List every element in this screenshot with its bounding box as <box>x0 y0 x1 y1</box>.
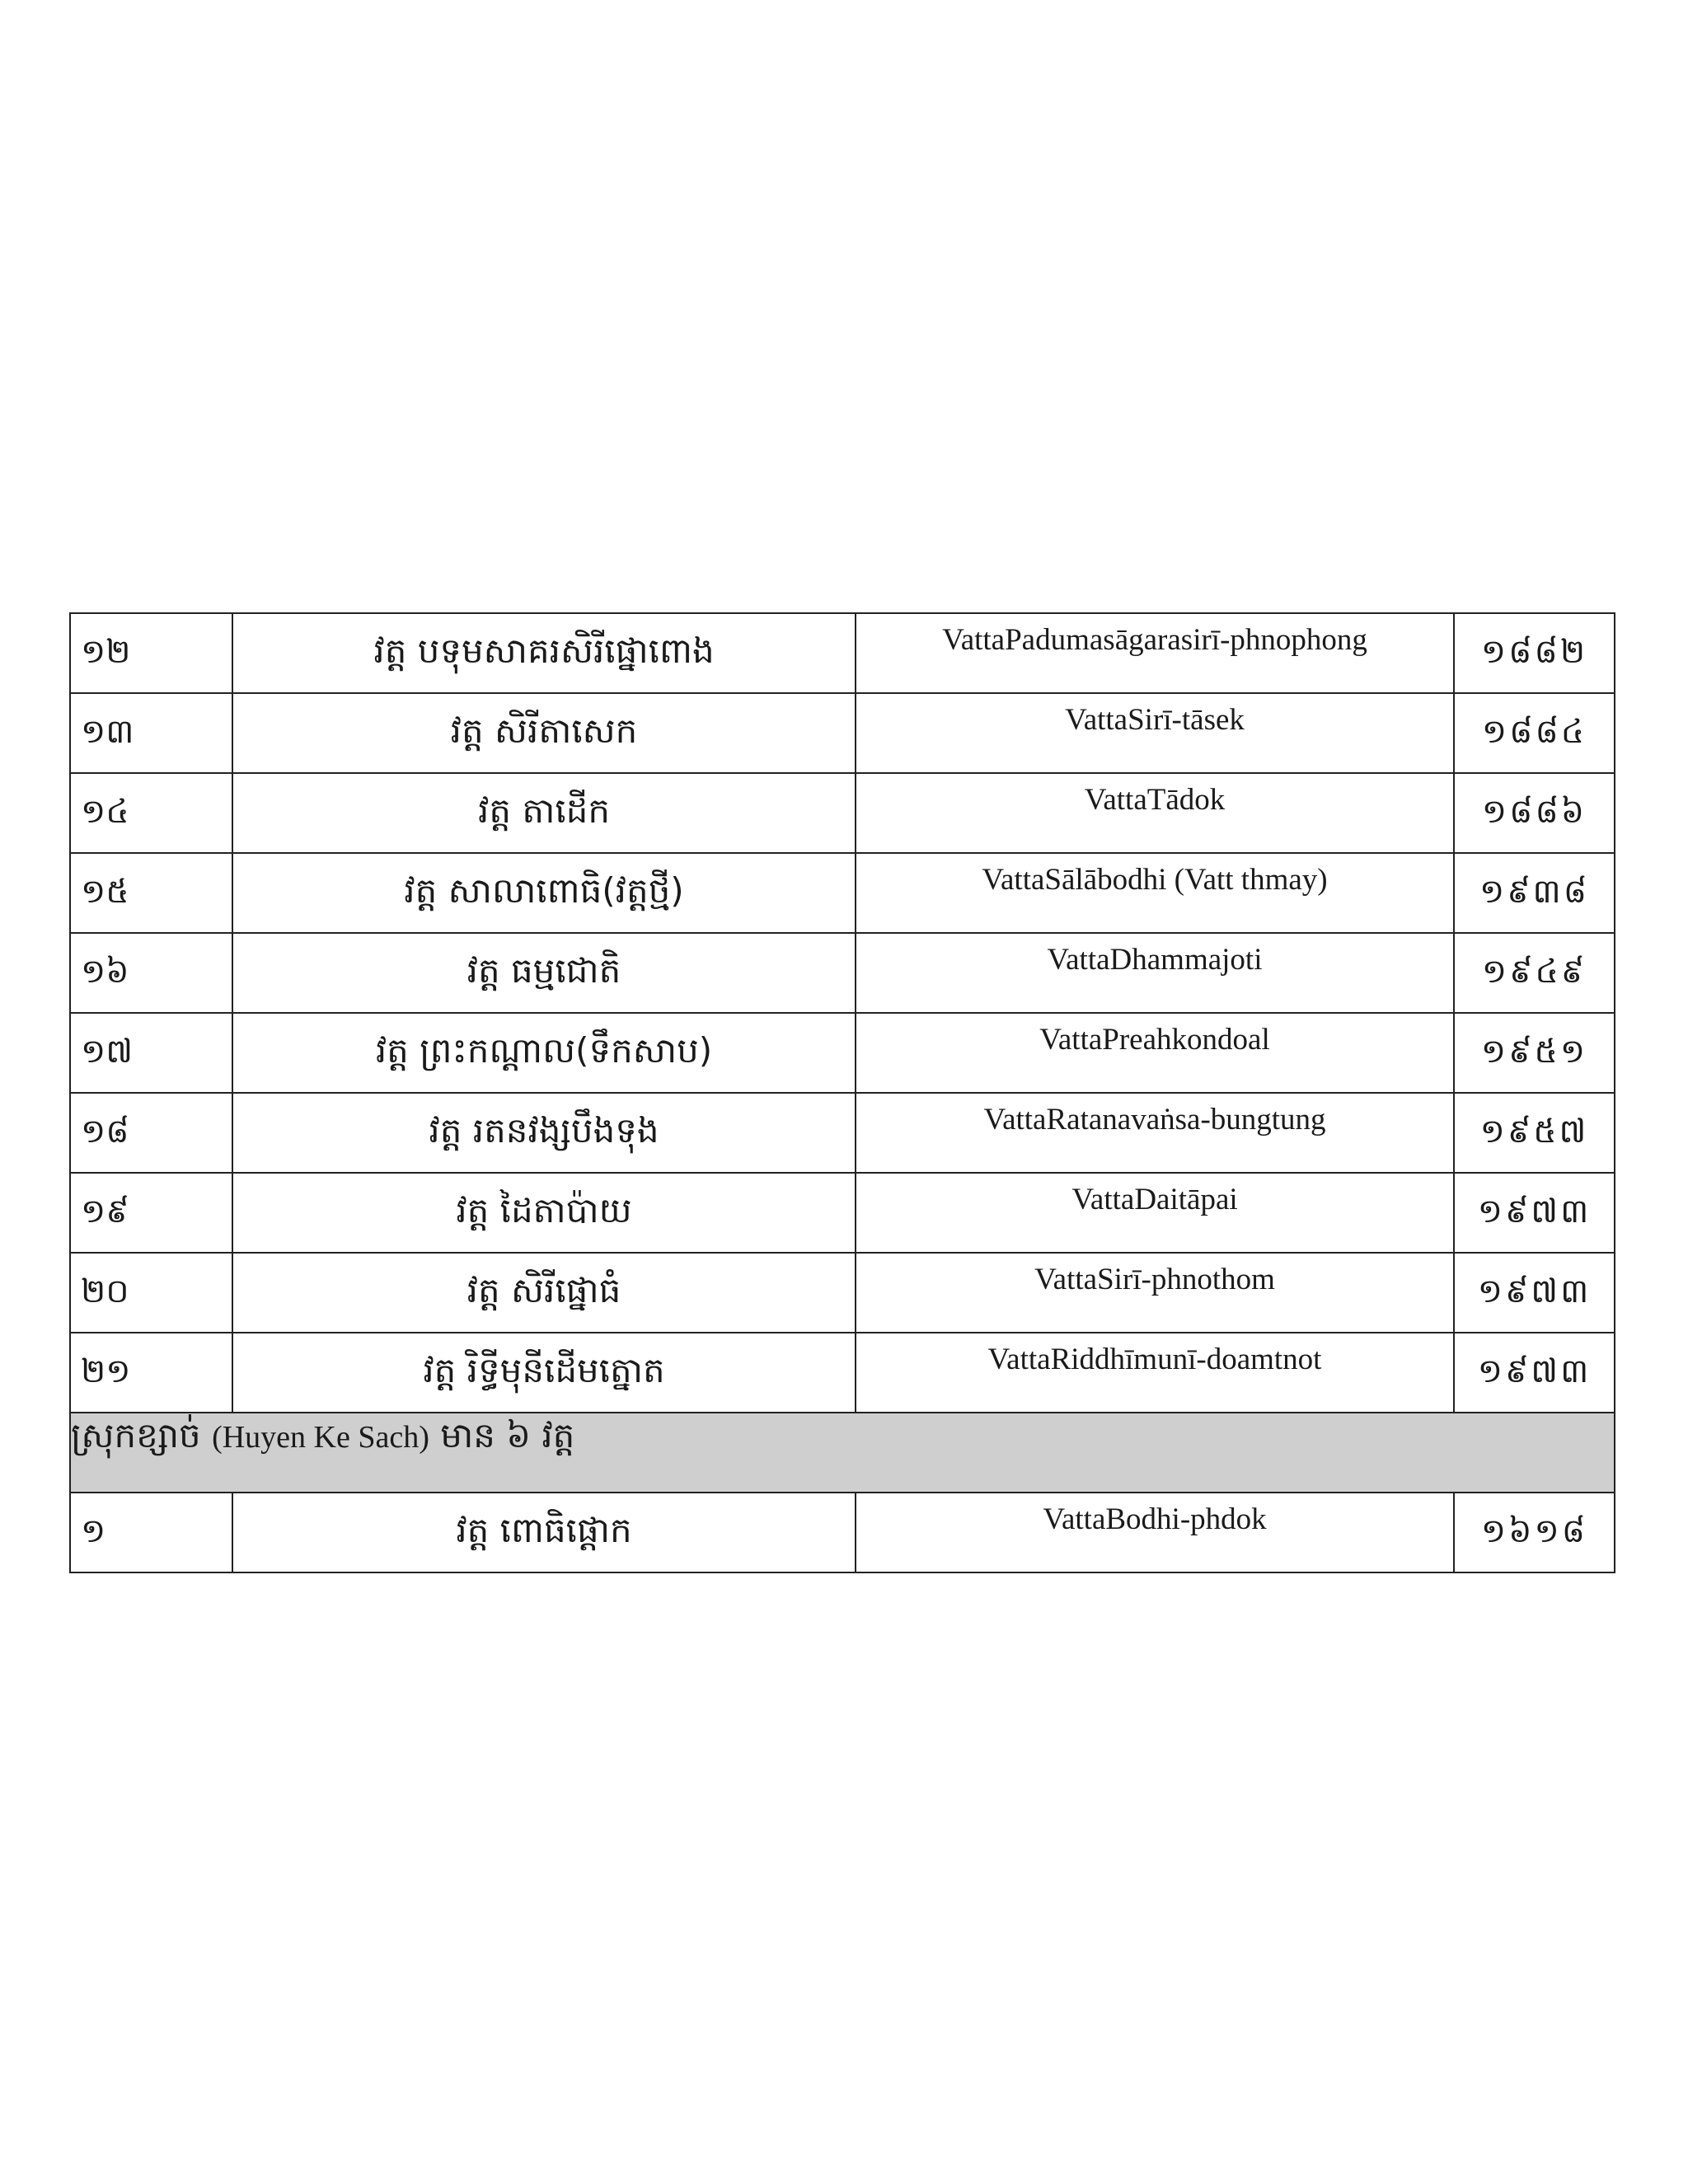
khmer-name: វត្ត រតនវង្សបឹងទុង <box>232 1093 856 1173</box>
latin-name: VattaBodhi-phdok <box>856 1493 1454 1572</box>
section-temple-count: មាន ៦ វត្ត <box>440 1415 575 1455</box>
temple-table <box>69 612 1615 1573</box>
table-row <box>70 773 1615 853</box>
year: ១៩៧៣ <box>1454 1253 1615 1333</box>
section-district-latin: (Huyen Ke Sach) <box>212 1420 429 1455</box>
table-row <box>70 1173 1615 1253</box>
table-row <box>70 1093 1615 1173</box>
row-number: ១៧ <box>70 1013 232 1093</box>
khmer-name: វត្ត រិទ្ធីមុនីដើមត្នោត <box>232 1333 856 1413</box>
khmer-name: វត្ត ដៃតាប៉ាយ <box>232 1173 856 1253</box>
year: ១៩៥១ <box>1454 1013 1615 1093</box>
latin-name: VattaSirī-tāsek <box>856 693 1454 773</box>
table-row <box>70 1013 1615 1093</box>
row-number: ១២ <box>70 613 232 693</box>
khmer-name: វត្ត សិរីតាសេក <box>232 693 856 773</box>
section-district-name: ស្រុកខ្សាច់ <box>71 1415 201 1455</box>
latin-name: VattaTādok <box>856 773 1454 853</box>
khmer-name: វត្ត តាដើក <box>232 773 856 853</box>
khmer-name: វត្ត បទុមសាគរសិរីផ្នោពោង <box>232 613 856 693</box>
row-number: ១៨ <box>70 1093 232 1173</box>
year: ១៦១៨ <box>1454 1493 1615 1572</box>
row-number: ១៤ <box>70 773 232 853</box>
table-row <box>70 693 1615 773</box>
year: ១៨៨២ <box>1454 613 1615 693</box>
year: ១៩៣៨ <box>1454 853 1615 933</box>
row-number: ១៣ <box>70 693 232 773</box>
year: ១៩៧៣ <box>1454 1173 1615 1253</box>
latin-name: VattaDaitāpai <box>856 1173 1454 1253</box>
row-number: ២០ <box>70 1253 232 1333</box>
row-number: ១៩ <box>70 1173 232 1253</box>
latin-name: VattaPadumasāgarasirī-phnophong <box>856 613 1454 693</box>
khmer-name: វត្ត សិរីផ្នោធំ <box>232 1253 856 1333</box>
khmer-name: វត្ត ពោធិផ្ដោក <box>232 1493 856 1572</box>
latin-name: VattaDhammajoti <box>856 933 1454 1013</box>
year: ១៨៨៤ <box>1454 693 1615 773</box>
khmer-name: វត្ត ធម្មជោតិ <box>232 933 856 1013</box>
year: ១៩៧៣ <box>1454 1333 1615 1413</box>
table-row <box>70 1493 1615 1572</box>
latin-name: VattaRatanavaṅsa-bungtung <box>856 1093 1454 1173</box>
section-header-row <box>70 1413 1615 1493</box>
khmer-name: វត្ត សាលាពោធិ(វត្តថ្មី) <box>232 853 856 933</box>
latin-name: VattaSirī-phnothom <box>856 1253 1454 1333</box>
row-number: ១ <box>70 1493 232 1572</box>
latin-name: VattaRiddhīmunī-doamtnot <box>856 1333 1454 1413</box>
table-row <box>70 613 1615 693</box>
row-number: ១៥ <box>70 853 232 933</box>
table-row <box>70 1253 1615 1333</box>
year: ១៩៥៧ <box>1454 1093 1615 1173</box>
khmer-name: វត្ត ព្រះកណ្ដាល(ទឹកសាប) <box>232 1013 856 1093</box>
row-number: ១៦ <box>70 933 232 1013</box>
latin-name: VattaSālābodhi (Vatt thmay) <box>856 853 1454 933</box>
year: ១៨៨៦ <box>1454 773 1615 853</box>
table-row <box>70 933 1615 1013</box>
row-number: ២១ <box>70 1333 232 1413</box>
table-row <box>70 853 1615 933</box>
table-row <box>70 1333 1615 1413</box>
section-header <box>70 1413 1615 1493</box>
latin-name: VattaPreahkondoal <box>856 1013 1454 1093</box>
year: ១៩៤៩ <box>1454 933 1615 1013</box>
